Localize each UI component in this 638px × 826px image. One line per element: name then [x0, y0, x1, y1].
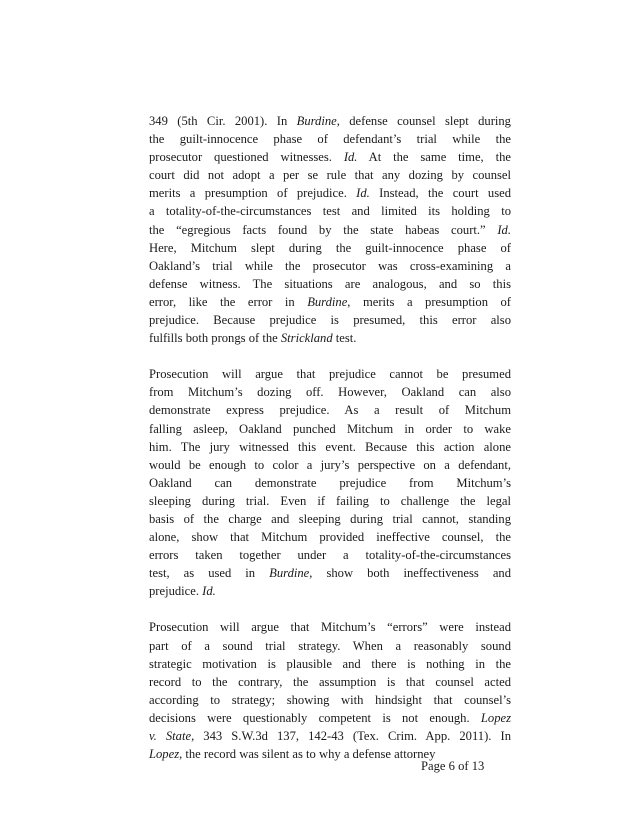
- text-line: errors taken together under a totality-of-the-circumstances: [149, 548, 511, 563]
- text-line: court did not adopt a per se rule that any dozing by counsel: [149, 168, 511, 183]
- text-line: 349 (5th Cir. 2001). In Burdine, defense counsel slept during: [149, 114, 511, 128]
- text-line: v. State, 343 S.W.3d 137, 142-43 (Tex. Crim. App. 2011). In: [149, 729, 511, 743]
- citation-italic: Id.: [497, 222, 511, 237]
- citation-italic: Id.: [202, 584, 216, 599]
- text-line: Prosecution will argue that Mitchum’s “errors” were instead: [149, 620, 511, 635]
- text-line: prejudice. Because prejudice is presumed, this error also: [149, 313, 511, 328]
- text-line: from Mitchum’s dozing off. However, Oakland can also: [149, 385, 511, 400]
- text-line: defense witness. The situations are analogous, and so this: [149, 276, 511, 291]
- text-line: error, like the error in Burdine, merits a presumption of: [149, 294, 511, 309]
- text-line: basis of the charge and sleeping during trial cannot, standing: [149, 511, 511, 526]
- text-line: fulfills both prongs of the Strickland test.: [149, 331, 357, 346]
- text-line: merits a presumption of prejudice. Id. Instead, the court used: [149, 186, 511, 201]
- text-line: Prosecution will argue that prejudice cannot be presumed: [149, 367, 511, 382]
- text-line: would be enough to color a jury’s perspective on a defendant,: [149, 457, 511, 472]
- paragraph: [149, 112, 511, 347]
- text-line: him. The jury witnessed this event. Because this action alone: [149, 439, 511, 454]
- body-text: [149, 112, 511, 763]
- text-line: Here, Mitchum slept during the guilt-innocence phase of: [149, 240, 511, 255]
- text-line: part of a sound trial strategy. When a reasonably sound: [149, 638, 511, 653]
- paragraph: [149, 618, 511, 763]
- citation-italic: Id.: [356, 186, 370, 201]
- paragraph: [149, 365, 511, 600]
- text-line: Lopez, the record was silent as to why a defense attorney: [149, 747, 436, 762]
- text-line: the “egregious facts found by the state habeas court.” Id.: [149, 222, 511, 237]
- citation-italic: Burdine: [269, 566, 310, 581]
- citation-italic: Lopez: [480, 710, 511, 725]
- citation-italic: Burdine: [296, 114, 337, 128]
- text-line: decisions were questionably competent is not enough. Lopez: [149, 710, 511, 725]
- text-line: Oakland’s trial while the prosecutor was cross-examining a: [149, 258, 511, 273]
- citation-italic: Id.: [343, 150, 358, 165]
- text-line: prejudice. Id.: [149, 584, 216, 599]
- text-line: falling asleep, Oakland punched Mitchum in order to wake: [149, 421, 511, 436]
- text-line: prosecutor questioned witnesses. Id. At the same time, the: [149, 150, 511, 165]
- page-number: Page 6 of 13: [421, 759, 485, 773]
- text-line: a totality-of-the-circumstances test and limited its holding to: [149, 204, 511, 219]
- paragraph-gap: [149, 600, 511, 618]
- text-line: test, as used in Burdine, show both ineffectiveness and: [149, 566, 512, 581]
- citation-italic: Lopez: [149, 747, 180, 762]
- text-line: strategic motivation is plausible and there is nothing in the: [149, 656, 511, 671]
- text-line: Oakland can demonstrate prejudice from Mitchum’s: [149, 475, 511, 490]
- citation-italic: v. State: [149, 729, 192, 743]
- text-line: according to strategy; showing with hindsight that counsel’s: [149, 692, 511, 707]
- text-line: alone, show that Mitchum provided ineffective counsel, the: [149, 530, 511, 545]
- paragraph-gap: [149, 347, 511, 365]
- text-line: demonstrate express prejudice. As a result of Mitchum: [149, 403, 511, 418]
- text-line: sleeping during trial. Even if failing to challenge the legal: [149, 493, 511, 508]
- text-line: the guilt-innocence phase of defendant’s trial while the: [149, 132, 511, 147]
- text-line: record to the contrary, the assumption is that counsel acted: [149, 674, 511, 689]
- citation-italic: Burdine: [307, 294, 348, 309]
- citation-italic: Strickland: [280, 331, 333, 346]
